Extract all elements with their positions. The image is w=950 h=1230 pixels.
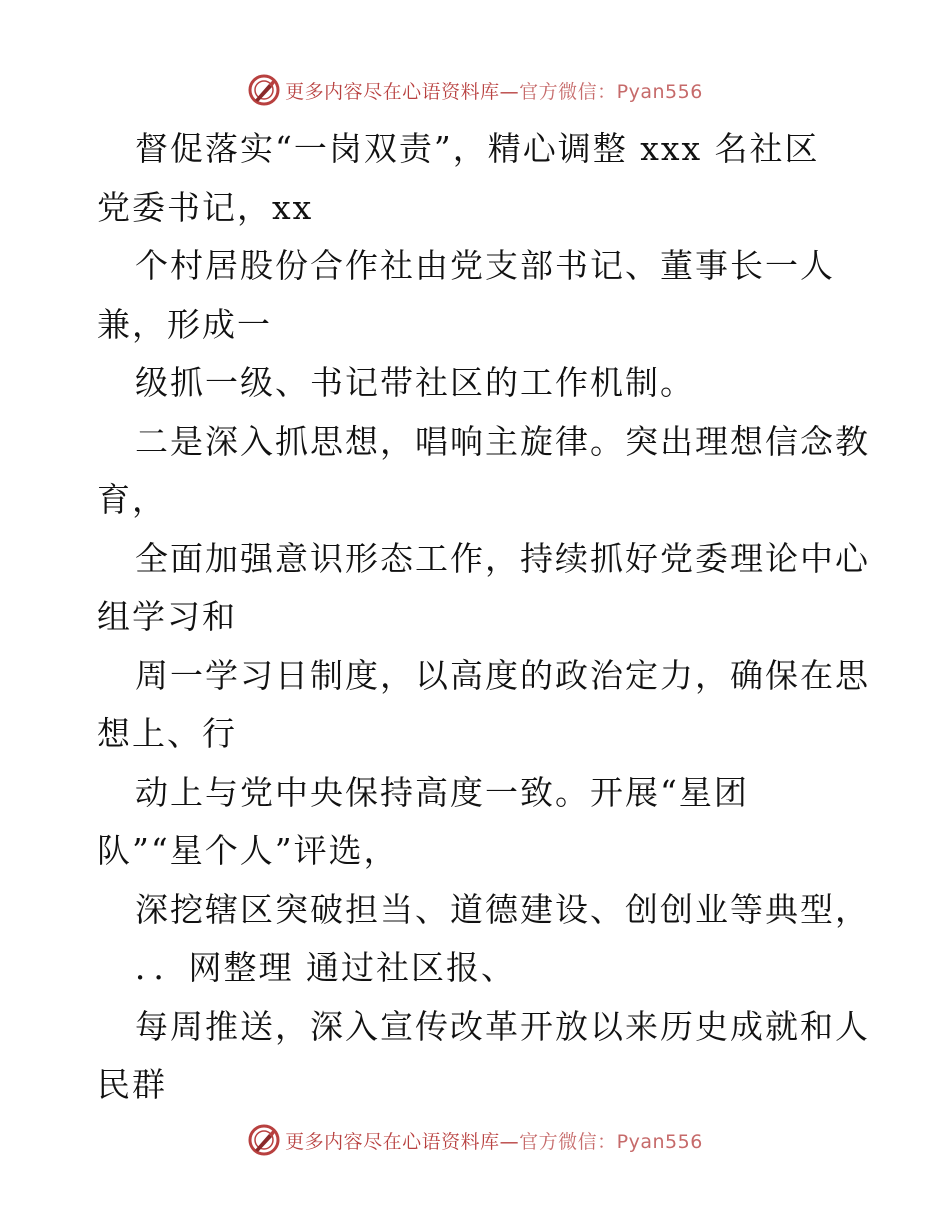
text-line: 级抓一级、书记带社区的工作机制。 xyxy=(135,363,695,402)
text-line: 每周推送，深入宣传改革开放以来历史成就和人 xyxy=(135,1006,870,1046)
text-line: 想上、行 xyxy=(97,714,237,753)
footer-banner xyxy=(0,1120,950,1160)
footer-dash: — xyxy=(499,1130,520,1153)
header-banner-text xyxy=(285,77,703,104)
text-line: 组学习和 xyxy=(97,597,237,636)
document-body xyxy=(97,120,870,1115)
text-line: 兼，形成一 xyxy=(97,304,272,344)
text-line: 育， xyxy=(97,480,167,519)
text-line: 周一学习日制度，以高度的政治定力，确保在思 xyxy=(135,655,870,695)
footer-banner-text xyxy=(285,1127,703,1154)
header-site-text: 更多内容尽在心语资料库 xyxy=(285,80,500,103)
text-line: 深挖辖区突破担当、道德建设、创创业等典型， xyxy=(135,889,870,929)
text-line: 队”“星个人”评选， xyxy=(97,831,399,870)
text-line: 个村居股份合作社由党支部书记、董事长一人 xyxy=(135,246,835,285)
text-line: 二是深入抓思想，唱响主旋律。突出理想信念教 xyxy=(135,421,870,461)
text-line: 民群 xyxy=(97,1065,167,1104)
text-line: 督促落实“一岗双责”，精心调整 xxx 名社区 xyxy=(135,129,820,168)
text-line: 动上与党中央保持高度一致。开展“星团 xyxy=(135,772,749,812)
text-line: ．．网整理 通过社区报、 xyxy=(135,948,516,987)
header-banner xyxy=(0,70,950,110)
pen-logo-icon xyxy=(247,73,281,107)
footer-site-text: 更多内容尽在心语资料库 xyxy=(285,1130,500,1153)
header-wechat-text: 官方微信：Pyan556 xyxy=(519,80,703,103)
header-dash: — xyxy=(499,80,520,103)
pen-logo-icon xyxy=(247,1123,281,1157)
text-line: 党委书记，xx xyxy=(97,187,314,227)
footer-wechat-text: 官方微信：Pyan556 xyxy=(519,1130,703,1153)
text-line: 全面加强意识形态工作，持续抓好党委理论中心 xyxy=(135,538,870,578)
